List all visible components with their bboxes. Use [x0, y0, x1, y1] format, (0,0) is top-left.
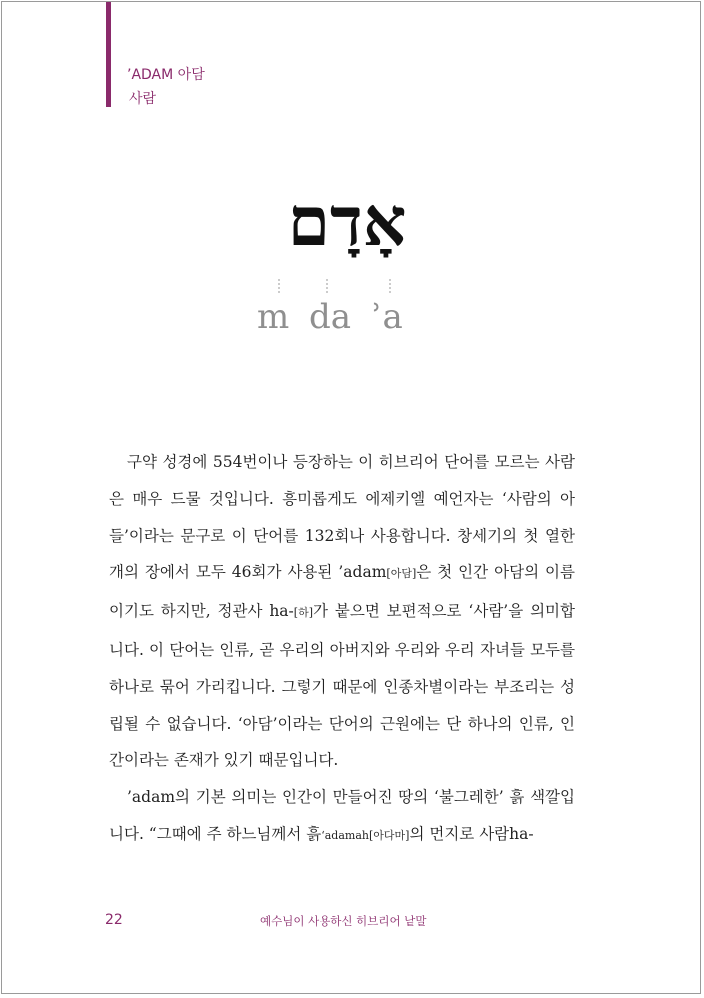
hebrew-word-figure	[232, 187, 462, 347]
translit-a: ʾa	[372, 297, 403, 337]
chapter-title-korean: 아담	[177, 67, 205, 83]
p1-gloss-ha: [하]	[293, 606, 314, 620]
translit-m: m	[257, 297, 290, 337]
p2-text-a: ’adam의 기본 의미는 인간이 만들어진 땅의 ‘불그레한’ 흙 색깔입니다. “그때에 주 하느님께서 흙	[109, 788, 575, 843]
book-page	[1, 1, 701, 994]
paragraph-2	[109, 779, 575, 855]
chapter-title-english: ’ADAM	[127, 67, 174, 83]
p1-text-c: 가 붙으면 보편적으로 ‘사람’을 의미합니다. 이 단어는 인류, 곧 우리의 아버지와 우리와 우리 자녀들 모두를 하나로 묶어 가리킵니다. 그렇기 때문에 인종차별이라는 부조리는 성립될 수 없습니다. ‘아담’이라는 단어의 근원에는 단 하나의 인류, 인간이라는 존재가 있기 때문입니다.	[109, 602, 575, 770]
body-text	[109, 444, 575, 855]
p2-text-b: 의 먼지로 사람ha-	[409, 824, 534, 843]
book-title: 예수님이 사용하신 히브리어 낱말	[260, 914, 427, 928]
paragraph-1	[109, 444, 575, 779]
chapter-title	[127, 66, 205, 84]
p2-term-adamah: ‘adamah	[321, 828, 369, 842]
p2-gloss-adamah: [아다마]	[368, 828, 410, 842]
hebrew-word: אָדָם	[287, 187, 407, 262]
p1-text-b: 은 첫 인간 아담의 이름이기도 하지만, 정관사 ha-	[109, 563, 575, 621]
chapter-accent-bar	[106, 2, 111, 107]
p1-text-a: 구약 성경에 554번이나 등장하는 이 히브리어 단어를 모르는 사람은 매우 드물 것입니다. 흥미롭게도 에제키엘 예언자는 ‘사람의 아들’이라는 문구로 이 단어를 132회나 사용합니다. 창세기의 첫 열한 개의 장에서 모두 46회가 사용된 ’adam	[109, 453, 575, 582]
translit-da: da	[309, 297, 352, 337]
p1-gloss-adam: [아담]	[386, 567, 417, 581]
chapter-subtitle: 사람	[129, 91, 157, 107]
page-number: 22	[105, 912, 123, 928]
